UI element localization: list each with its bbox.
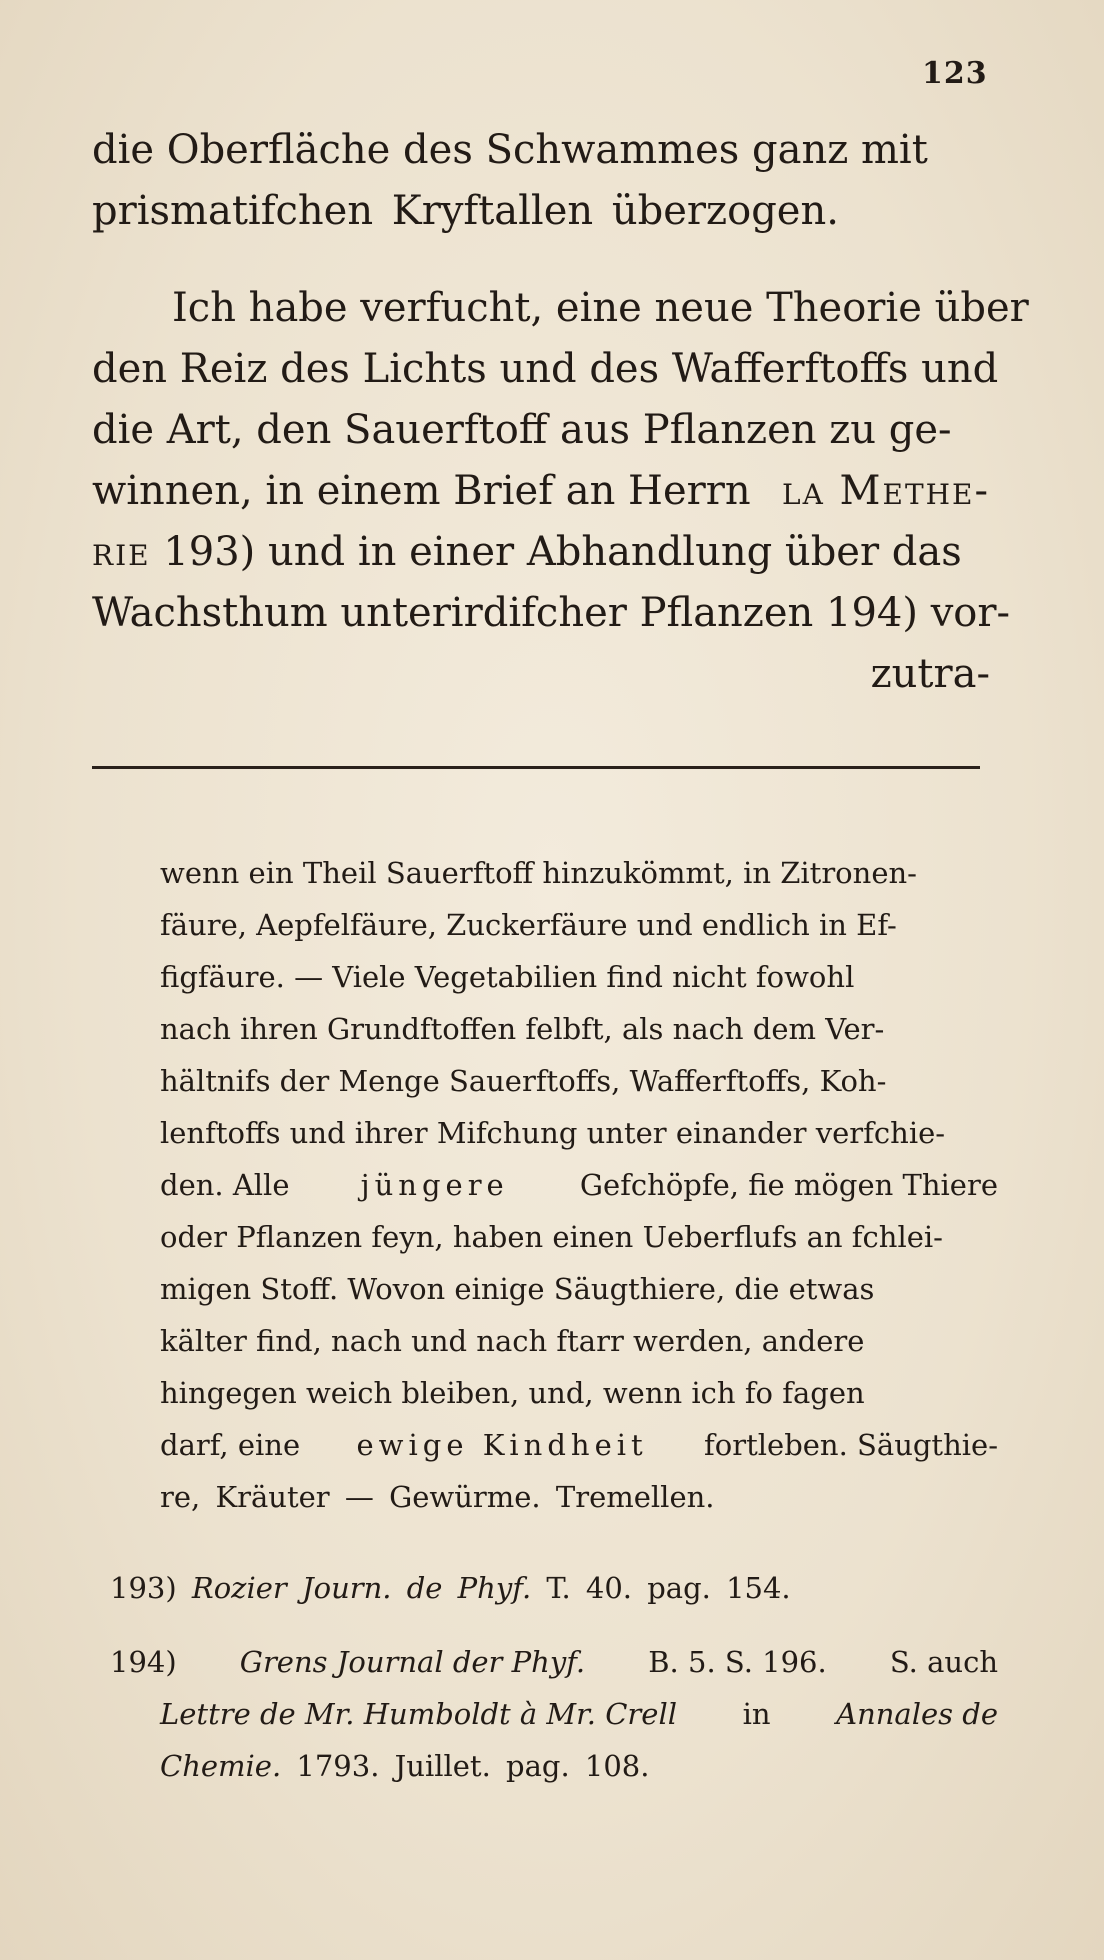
note-line: kälter find, nach und nach ftarr werden, andere <box>160 1324 865 1358</box>
note-line: nach ihren Grundftoffen felbft, als nach dem Ver- <box>160 1012 885 1046</box>
main-line: die Art, den Sauerftoff aus Pflanzen zu ge- <box>92 407 952 453</box>
note-line: fäure, Aepfelfäure, Zuckerfäure und endlich in Ef- <box>160 908 897 942</box>
main-line-text: 193) und in einer Abhandlung über das <box>163 529 962 575</box>
note-line: hältnifs der Menge Sauerftoffs, Wafferftoffs, Koh- <box>160 1064 887 1098</box>
main-line: den Reiz des Lichts und des Wafferftoffs und <box>92 346 999 392</box>
note-line-text: fortleben. Säugthie- <box>704 1428 998 1462</box>
footnote-ref: S. auch <box>889 1645 998 1679</box>
note-line: hingegen weich bleiben, und, wenn ich fo fagen <box>160 1376 865 1410</box>
note-line-text: Gefchöpfe, fie mögen Thiere <box>579 1168 998 1202</box>
footnote-source: Grens Journal der Phyf. <box>239 1645 586 1679</box>
note-continuation <box>160 847 998 1523</box>
footnote-source: Annales de <box>836 1697 998 1731</box>
footnote-line <box>110 1688 998 1740</box>
main-text <box>92 120 1029 705</box>
footnote-line <box>110 1562 998 1614</box>
note-line: wenn ein Theil Sauerftoff hinzukömmt, in Zitronen- <box>160 856 917 890</box>
author-name: la Methe- <box>782 468 990 514</box>
footnote-line <box>110 1636 998 1688</box>
footnote-source: Lettre de Mr. Humboldt à Mr. Crell <box>160 1697 678 1731</box>
main-line <box>92 522 990 583</box>
emphasis-text: jüngere <box>360 1168 509 1202</box>
note-line-text: den. Alle <box>160 1168 290 1202</box>
footnote-number: 194) <box>110 1645 177 1679</box>
footnote-193 <box>110 1562 998 1614</box>
footnote-ref: in <box>742 1697 771 1731</box>
footnote-194 <box>110 1636 998 1792</box>
note-line <box>160 1419 998 1471</box>
main-line <box>92 461 990 522</box>
main-line: prismatifchen Kryftallen überzogen. <box>92 188 839 234</box>
note-line-text: darf, eine <box>160 1428 301 1462</box>
main-line: Wachsthum unterirdifcher Pflanzen 194) vor- <box>92 590 1011 636</box>
author-name-cont: rie <box>92 529 151 575</box>
note-line: oder Pflanzen feyn, haben einen Ueberflufs an fchlei- <box>160 1220 943 1254</box>
footnote-source: Rozier Journ. de Phyf. <box>191 1571 532 1605</box>
note-line: migen Stoff. Wovon einige Säugthiere, die etwas <box>160 1272 875 1306</box>
footnote-rule <box>92 766 980 769</box>
note-line: figfäure. — Viele Vegetabilien find nicht fowohl <box>160 960 855 994</box>
note-line <box>160 1159 998 1211</box>
main-line: Ich habe verfucht, eine neue Theorie über <box>172 285 1029 331</box>
footnote-ref: B. 5. S. 196. <box>648 1645 827 1679</box>
footnote-ref: T. 40. pag. 154. <box>546 1571 791 1605</box>
footnote-number: 193) <box>110 1571 177 1605</box>
note-line: lenftoffs und ihrer Mifchung unter einander verfchie- <box>160 1116 946 1150</box>
note-line: re, Kräuter — Gewürme. Tremellen. <box>160 1480 715 1514</box>
footnote-line <box>110 1740 998 1792</box>
footnote-source: Chemie. <box>160 1749 282 1783</box>
emphasis-text: ewige Kindheit <box>356 1428 648 1462</box>
main-line-text: winnen, in einem Brief an Herrn <box>92 468 751 514</box>
footnote-ref: 1793. Juillet. pag. 108. <box>296 1749 650 1783</box>
footnotes <box>110 1562 998 1814</box>
catchword: zutra- <box>870 651 990 697</box>
main-line-text <box>92 522 962 583</box>
main-line: die Oberfläche des Schwammes ganz mit <box>92 127 928 173</box>
page-number: 123 <box>922 56 988 91</box>
